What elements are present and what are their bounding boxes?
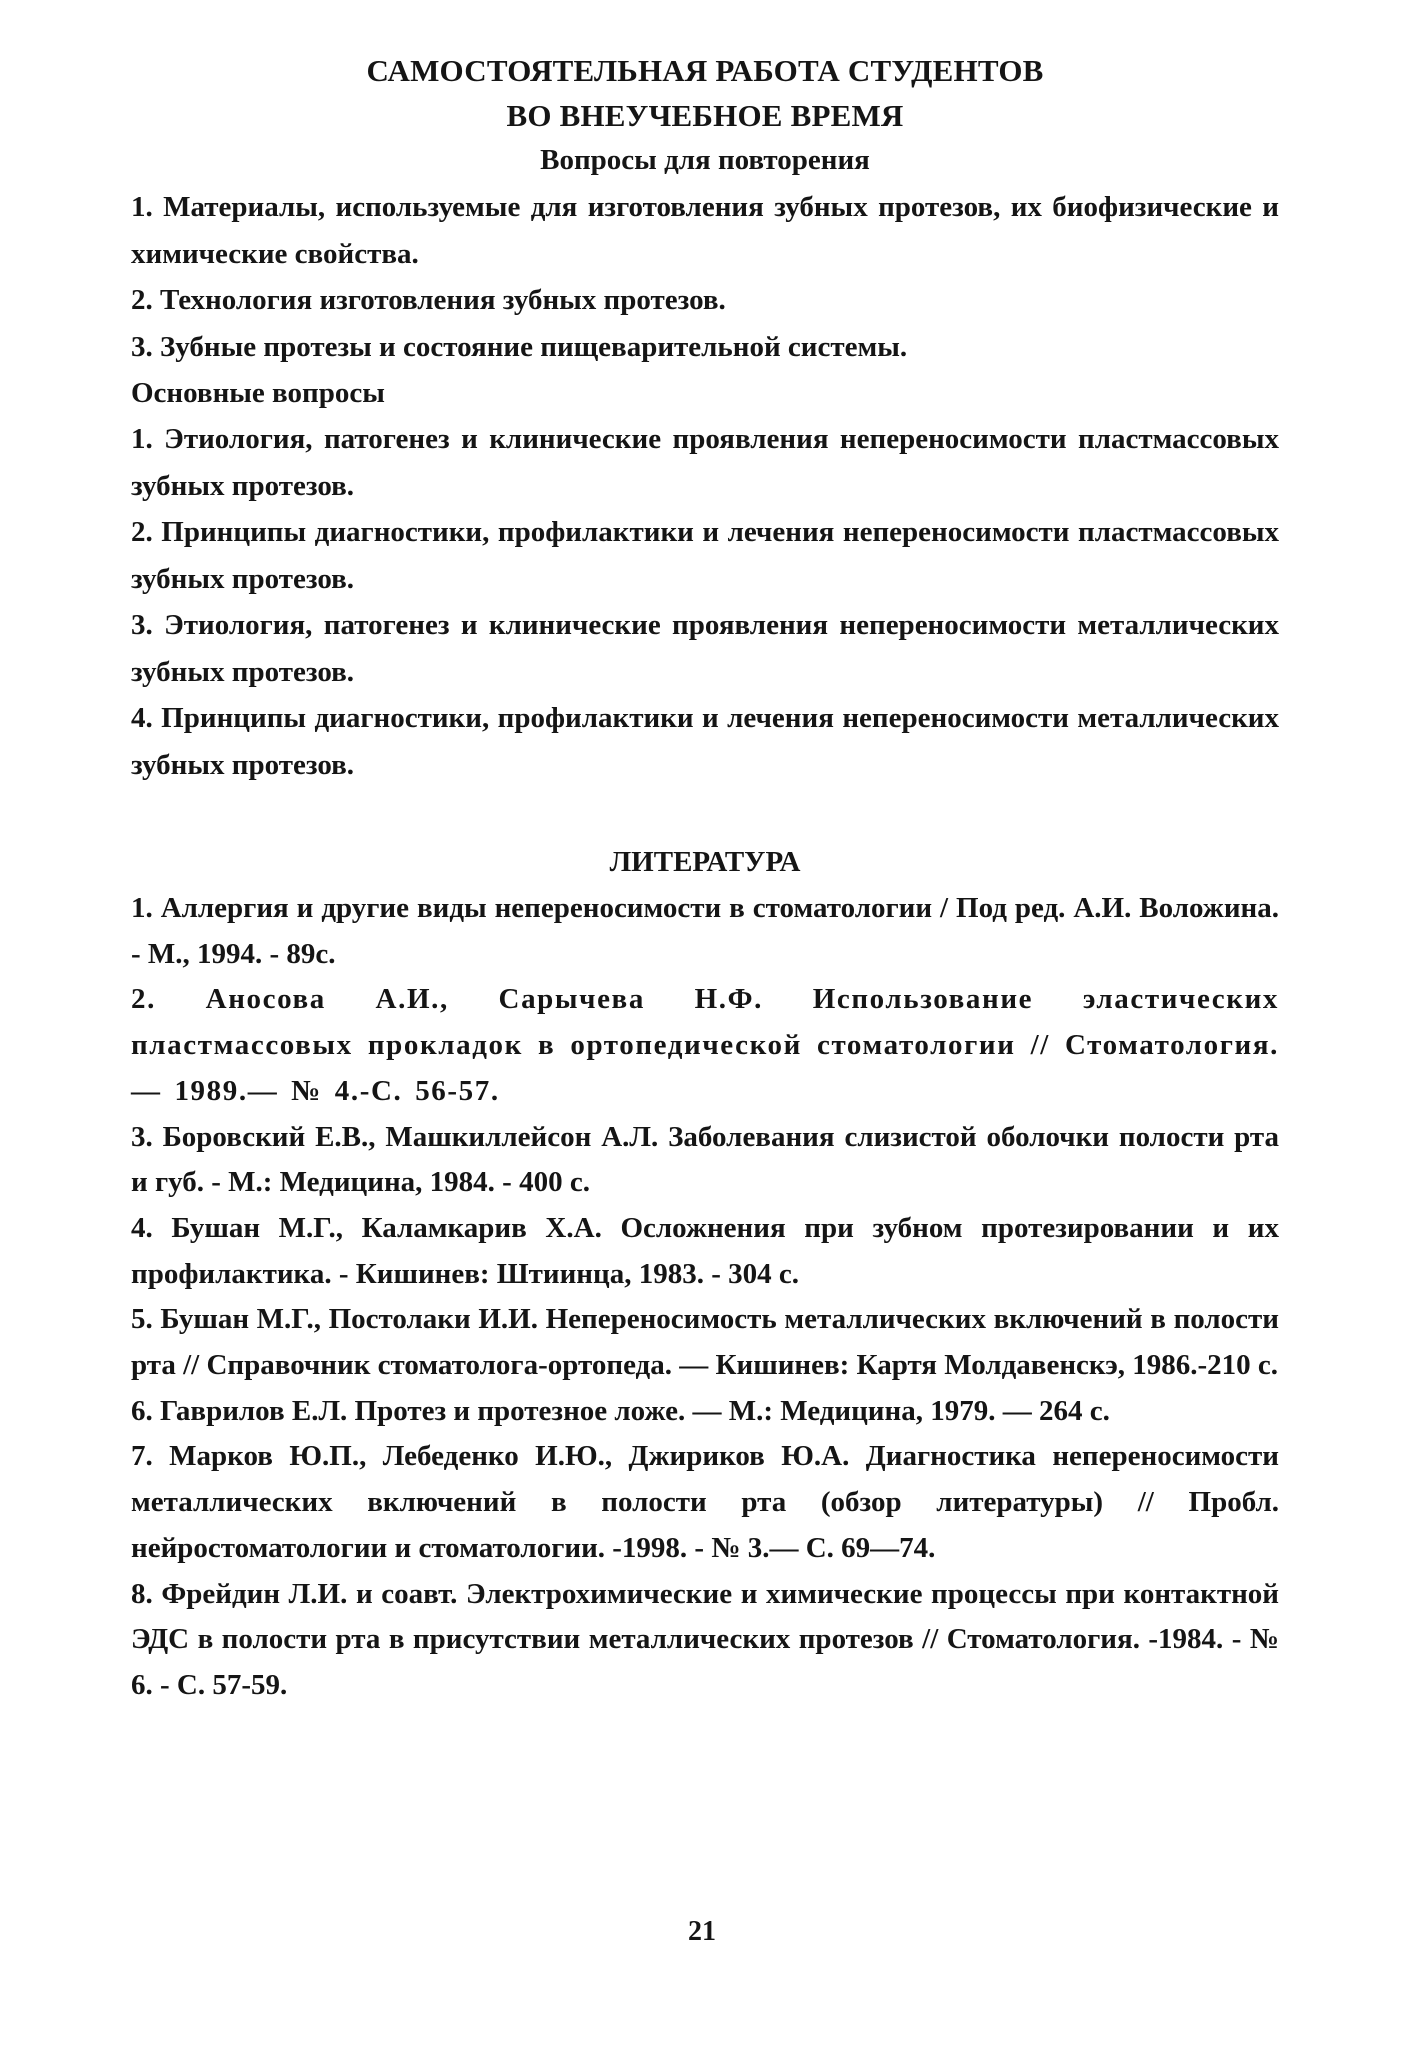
page-title-line-1: САМОСТОЯТЕЛЬНАЯ РАБОТА СТУДЕНТОВ — [366, 53, 1044, 88]
literature-item: 7. Марков Ю.П., Лебеденко И.Ю., Джириков Ю.А. Диагностика непереносимости металлических включений в полости рта (обзор литературы) // Пробл. нейростоматологии и стоматологии. -1998. - № 3.— С. 69—74. — [131, 1440, 1279, 1564]
literature-item: 2. Аносова А.И., Сарычева Н.Ф. Использование эластических пластмассовых прокладок в ортопедической стоматологии // Стоматология.— 1989.— № 4.-С. 56-57. — [131, 983, 1279, 1107]
document-page — [131, 48, 1279, 1709]
literature-item: 4. Бушан М.Г., Каламкарив Х.А. Осложнения при зубном протезировании и их профилактика. - Кишинев: Штиинца, 1983. - 304 с. — [131, 1211, 1279, 1290]
main-question-item: 2. Принципы диагностики, профилактики и лечения непереносимости пластмассовых зубных протезов. — [131, 516, 1279, 595]
literature-item: 8. Фрейдин Л.И. и соавт. Электрохимические и химические процессы при контактной ЭДС в полости рта в присутствии металлических протезов // Стоматология. -1984. - № 6. - С. 57-59. — [131, 1577, 1279, 1701]
literature-item: 5. Бушан М.Г., Постолаки И.И. Непереносимость металлических включений в полости рта // Справочник стоматолога-ортопеда. — Кишинев: Картя Молдавенскэ, 1986.-210 с. — [131, 1303, 1279, 1382]
literature-item: 6. Гаврилов Е.Л. Протез и протезное ложе. — М.: Медицина, 1979. — 264 с. — [131, 1394, 1110, 1427]
literature-heading: ЛИТЕРАТУРА — [609, 846, 801, 878]
review-question-item: 1. Материалы, используемые для изготовления зубных протезов, их биофизические и химические свойства. — [131, 191, 1279, 270]
review-question-item: 3. Зубные протезы и состояние пищеварительной системы. — [131, 330, 908, 363]
review-questions-heading: Вопросы для повторения — [540, 144, 870, 176]
main-questions-heading: Основные вопросы — [131, 377, 385, 409]
main-question-item: 1. Этиология, патогенез и клинические проявления непереносимости пластмассовых зубных протезов. — [131, 423, 1279, 502]
page-title-line-2: ВО ВНЕУЧЕБНОЕ ВРЕМЯ — [506, 98, 904, 133]
main-question-item: 4. Принципы диагностики, профилактики и лечения непереносимости металлических зубных протезов. — [131, 702, 1279, 781]
literature-item: 3. Боровский Е.В., Машкиллейсон А.Л. Заболевания слизистой оболочки полости рта и губ. - М.: Медицина, 1984. - 400 с. — [131, 1120, 1279, 1199]
review-question-item: 2. Технология изготовления зубных протезов. — [131, 284, 726, 316]
page-number: 21 — [688, 1916, 716, 1947]
literature-item: 1. Аллергия и другие виды непереносимости в стоматологии / Под ред. А.И. Воложина. - М., 1994. - 89с. — [131, 892, 1279, 970]
main-question-item: 3. Этиология, патогенез и клинические проявления непереносимости металлических зубных протезов. — [131, 609, 1279, 688]
